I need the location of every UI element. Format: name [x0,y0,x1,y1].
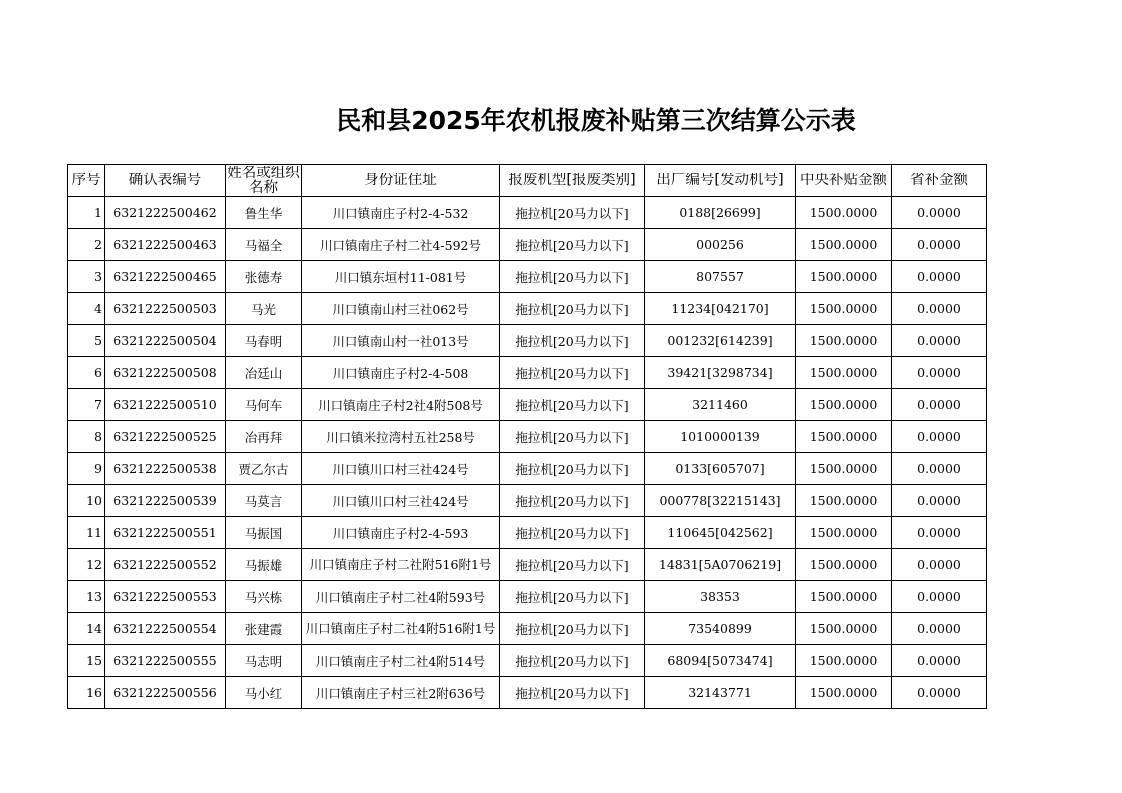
table-row [68,229,987,261]
cell-central-subsidy: 1500.0000 [796,421,892,453]
cell-name: 马小红 [226,677,302,709]
cell-name: 鲁生华 [226,197,302,229]
cell-machine-type: 拖拉机[20马力以下] [500,229,645,261]
cell-name: 马春明 [226,325,302,357]
cell-name: 马志明 [226,645,302,677]
cell-name: 冶再拜 [226,421,302,453]
header-central-subsidy: 中央补贴金额 [796,165,892,197]
cell-serial: 110645[042562] [645,517,796,549]
cell-address: 川口镇川口村三社424号 [302,485,500,517]
cell-seq: 5 [68,325,105,357]
cell-machine-type: 拖拉机[20马力以下] [500,421,645,453]
cell-seq: 13 [68,581,105,613]
cell-seq: 6 [68,357,105,389]
cell-central-subsidy: 1500.0000 [796,485,892,517]
cell-seq: 3 [68,261,105,293]
cell-central-subsidy: 1500.0000 [796,517,892,549]
cell-address: 川口镇南庄子村2-4-532 [302,197,500,229]
cell-central-subsidy: 1500.0000 [796,229,892,261]
cell-address: 川口镇南庄子村2-4-508 [302,357,500,389]
cell-machine-type: 拖拉机[20马力以下] [500,613,645,645]
subsidy-table [67,164,987,709]
cell-machine-type: 拖拉机[20马力以下] [500,645,645,677]
cell-serial: 3211460 [645,389,796,421]
cell-confirm-code: 6321222500555 [105,645,226,677]
page-title: 民和县2025年农机报废补贴第三次结算公示表 [336,106,856,135]
cell-address: 川口镇米拉湾村五社258号 [302,421,500,453]
table-row [68,197,987,229]
cell-central-subsidy: 1500.0000 [796,677,892,709]
cell-confirm-code: 6321222500556 [105,677,226,709]
cell-province-subsidy: 0.0000 [892,485,987,517]
cell-confirm-code: 6321222500525 [105,421,226,453]
table-row [68,421,987,453]
cell-confirm-code: 6321222500465 [105,261,226,293]
cell-address: 川口镇南庄子村二社4附514号 [302,645,500,677]
cell-machine-type: 拖拉机[20马力以下] [500,485,645,517]
cell-seq: 10 [68,485,105,517]
cell-address: 川口镇南山村三社062号 [302,293,500,325]
table-row [68,357,987,389]
cell-serial: 11234[042170] [645,293,796,325]
cell-confirm-code: 6321222500538 [105,453,226,485]
cell-central-subsidy: 1500.0000 [796,549,892,581]
cell-province-subsidy: 0.0000 [892,549,987,581]
table-row [68,677,987,709]
cell-machine-type: 拖拉机[20马力以下] [500,389,645,421]
cell-confirm-code: 6321222500553 [105,581,226,613]
cell-address: 川口镇南庄子村二社4附516附1号 [302,613,500,645]
cell-serial: 1010000139 [645,421,796,453]
cell-name: 马兴栋 [226,581,302,613]
cell-confirm-code: 6321222500462 [105,197,226,229]
cell-province-subsidy: 0.0000 [892,581,987,613]
cell-serial: 32143771 [645,677,796,709]
table-header-row [68,165,987,197]
cell-machine-type: 拖拉机[20马力以下] [500,325,645,357]
cell-address: 川口镇川口村三社424号 [302,453,500,485]
cell-serial: 73540899 [645,613,796,645]
cell-confirm-code: 6321222500539 [105,485,226,517]
cell-name: 马光 [226,293,302,325]
cell-province-subsidy: 0.0000 [892,293,987,325]
header-confirm-code: 确认表编号 [105,165,226,197]
cell-province-subsidy: 0.0000 [892,325,987,357]
cell-machine-type: 拖拉机[20马力以下] [500,453,645,485]
cell-confirm-code: 6321222500552 [105,549,226,581]
cell-serial: 807557 [645,261,796,293]
cell-address: 川口镇南庄子村二社4-592号 [302,229,500,261]
cell-seq: 4 [68,293,105,325]
cell-province-subsidy: 0.0000 [892,677,987,709]
header-address: 身份证住址 [302,165,500,197]
cell-serial: 000778[32215143] [645,485,796,517]
cell-serial: 001232[614239] [645,325,796,357]
cell-name: 马何车 [226,389,302,421]
header-machine-type: 报废机型[报废类别] [500,165,645,197]
cell-serial: 39421[3298734] [645,357,796,389]
cell-address: 川口镇南庄子村2-4-593 [302,517,500,549]
cell-machine-type: 拖拉机[20马力以下] [500,517,645,549]
cell-name: 张德寿 [226,261,302,293]
cell-name: 贾乙尔古 [226,453,302,485]
cell-address: 川口镇南庄子村2社4附508号 [302,389,500,421]
cell-seq: 9 [68,453,105,485]
header-name: 姓名或组织名称 [227,165,300,196]
cell-name: 冶廷山 [226,357,302,389]
cell-serial: 38353 [645,581,796,613]
cell-central-subsidy: 1500.0000 [796,357,892,389]
cell-machine-type: 拖拉机[20马力以下] [500,293,645,325]
table-row [68,389,987,421]
cell-seq: 2 [68,229,105,261]
cell-province-subsidy: 0.0000 [892,613,987,645]
cell-seq: 11 [68,517,105,549]
cell-central-subsidy: 1500.0000 [796,197,892,229]
cell-name: 张建霞 [226,613,302,645]
cell-address: 川口镇南庄子村二社附516附1号 [302,549,500,581]
cell-serial: 000256 [645,229,796,261]
cell-machine-type: 拖拉机[20马力以下] [500,581,645,613]
cell-address: 川口镇东垣村11-081号 [302,261,500,293]
cell-province-subsidy: 0.0000 [892,421,987,453]
cell-machine-type: 拖拉机[20马力以下] [500,197,645,229]
table-row [68,325,987,357]
cell-serial: 0133[605707] [645,453,796,485]
cell-confirm-code: 6321222500504 [105,325,226,357]
table-row [68,581,987,613]
cell-confirm-code: 6321222500551 [105,517,226,549]
cell-seq: 12 [68,549,105,581]
cell-province-subsidy: 0.0000 [892,453,987,485]
header-serial: 出厂编号[发动机号] [645,165,796,197]
cell-seq: 8 [68,421,105,453]
cell-address: 川口镇南山村一社013号 [302,325,500,357]
table-row [68,613,987,645]
cell-central-subsidy: 1500.0000 [796,325,892,357]
cell-confirm-code: 6321222500554 [105,613,226,645]
cell-province-subsidy: 0.0000 [892,229,987,261]
cell-central-subsidy: 1500.0000 [796,581,892,613]
cell-central-subsidy: 1500.0000 [796,613,892,645]
table-row [68,293,987,325]
cell-province-subsidy: 0.0000 [892,517,987,549]
cell-seq: 1 [68,197,105,229]
cell-name: 马福全 [226,229,302,261]
cell-machine-type: 拖拉机[20马力以下] [500,357,645,389]
cell-name: 马莫言 [226,485,302,517]
cell-serial: 68094[5073474] [645,645,796,677]
cell-address: 川口镇南庄子村三社2附636号 [302,677,500,709]
cell-machine-type: 拖拉机[20马力以下] [500,677,645,709]
cell-central-subsidy: 1500.0000 [796,293,892,325]
cell-address: 川口镇南庄子村二社4附593号 [302,581,500,613]
cell-central-subsidy: 1500.0000 [796,389,892,421]
cell-serial: 14831[5A0706219] [645,549,796,581]
cell-confirm-code: 6321222500510 [105,389,226,421]
cell-name: 马振国 [226,517,302,549]
cell-confirm-code: 6321222500508 [105,357,226,389]
cell-province-subsidy: 0.0000 [892,357,987,389]
cell-central-subsidy: 1500.0000 [796,645,892,677]
cell-machine-type: 拖拉机[20马力以下] [500,261,645,293]
cell-serial: 0188[26699] [645,197,796,229]
cell-machine-type: 拖拉机[20马力以下] [500,549,645,581]
cell-central-subsidy: 1500.0000 [796,261,892,293]
cell-confirm-code: 6321222500503 [105,293,226,325]
cell-seq: 14 [68,613,105,645]
cell-central-subsidy: 1500.0000 [796,453,892,485]
table-row [68,453,987,485]
table-row [68,549,987,581]
cell-seq: 15 [68,645,105,677]
cell-name: 马振雄 [226,549,302,581]
cell-province-subsidy: 0.0000 [892,197,987,229]
header-province-subsidy: 省补金额 [892,165,987,197]
cell-province-subsidy: 0.0000 [892,389,987,421]
cell-province-subsidy: 0.0000 [892,261,987,293]
cell-seq: 16 [68,677,105,709]
cell-seq: 7 [68,389,105,421]
table-row [68,517,987,549]
table-body [68,197,987,709]
header-seq: 序号 [68,165,105,197]
table-row [68,645,987,677]
cell-province-subsidy: 0.0000 [892,645,987,677]
cell-confirm-code: 6321222500463 [105,229,226,261]
table-row [68,485,987,517]
table-row [68,261,987,293]
